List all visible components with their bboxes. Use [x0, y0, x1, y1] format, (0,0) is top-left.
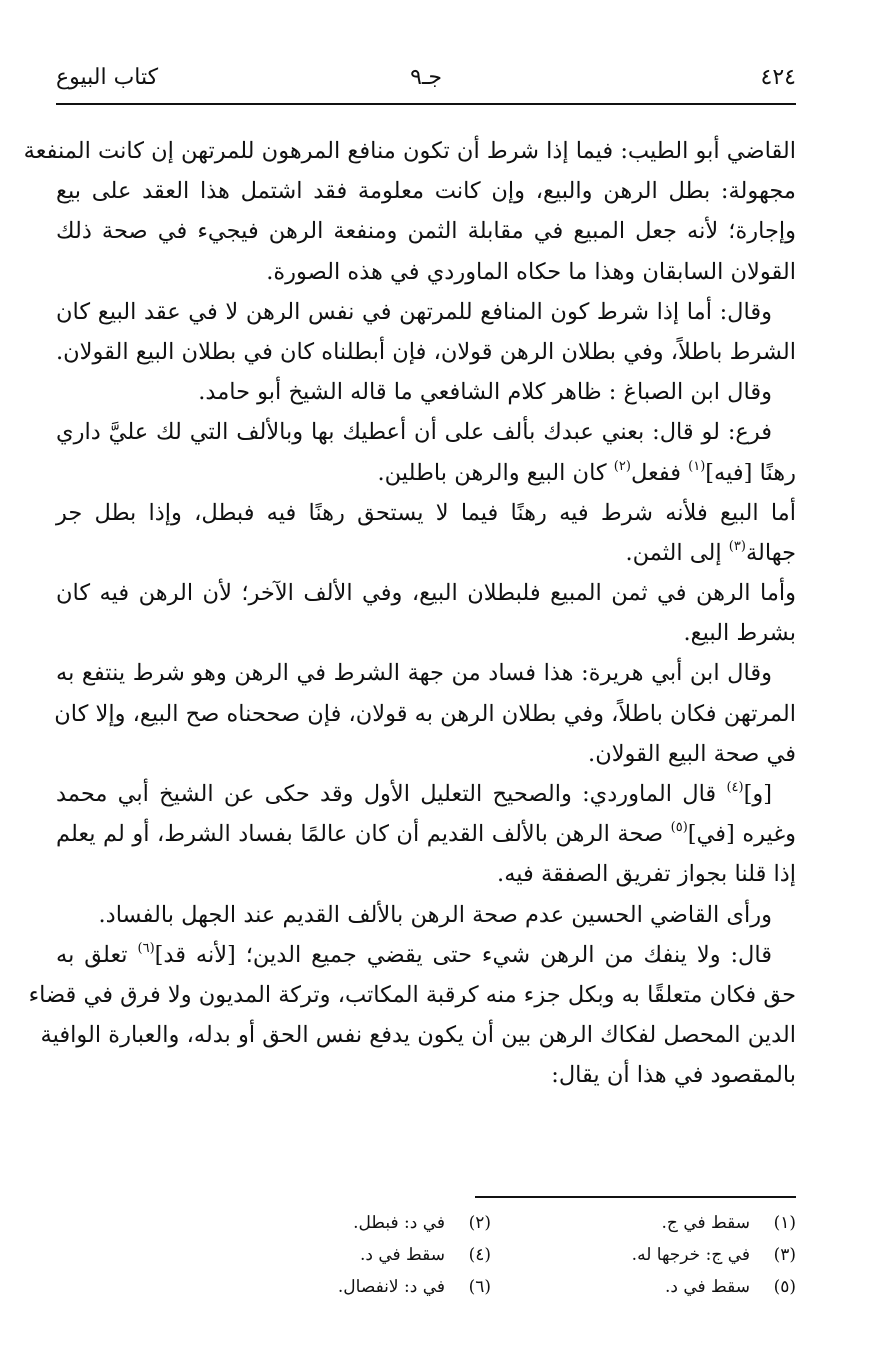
text-fragment: [فيه] — [705, 459, 753, 486]
footnote-item — [516, 1240, 796, 1270]
footnote-text: في ج: خرجها له. — [631, 1245, 750, 1265]
text-line: وقال ابن الصباغ : ظاهر كلام الشافعي ما قاله الشيخ أبو حامد. — [198, 379, 772, 406]
text-fragment: [في] — [687, 821, 735, 848]
footnote-mark: (١) — [688, 458, 706, 474]
book-title: كتاب البيوع — [56, 64, 159, 90]
footnote-number: (٣) — [773, 1245, 796, 1265]
text-line: وقال: أما إذا شرط كون المنافع للمرتهن في نفس الرهن لا في عقد البيع كان — [56, 298, 772, 325]
page-number: ٤٢٤ — [760, 64, 796, 90]
footnote-mark: (٥) — [670, 820, 688, 836]
text-line — [56, 453, 796, 493]
running-head — [56, 60, 796, 94]
text-line: المرتهن فكان باطلاً، وفي بطلان الرهن به قولان، فإن صححناه صح البيع، وإلا كان — [54, 700, 796, 727]
text-fragment: قال: ولا ينفك من الرهن شيء حتى يقضي جميع الدين؛ — [245, 941, 773, 968]
text-line: القولان السابقان وهذا ما حكاه الماوردي في هذه الصورة. — [266, 258, 796, 285]
text-line: إذا قلنا بجواز تفريق الصفقة فيه. — [497, 861, 796, 888]
footnote-item — [211, 1272, 491, 1302]
volume-number: جـ٩ — [410, 64, 442, 90]
text-fragment: وغيره — [742, 821, 796, 848]
text-line: أما البيع فلأنه شرط فيه رهنًا فيما لا يستحق رهنًا فيه فبطل، وإذا بطل جر — [56, 499, 796, 526]
text-fragment: جهالة — [745, 539, 796, 566]
footnote-item — [516, 1208, 796, 1238]
footnote-mark: (٢) — [613, 458, 631, 474]
text-fragment: قال الماوردي: والصحيح التعليل الأول وقد حكى عن الشيخ أبي محمد — [56, 781, 717, 807]
footnote-number: (١) — [773, 1213, 796, 1233]
text-line: بشرط البيع. — [683, 620, 796, 647]
footnote-mark: (٣) — [728, 538, 746, 554]
text-line — [56, 533, 796, 573]
text-fragment: رهنًا — [759, 459, 796, 486]
text-fragment: إلى الثمن. — [625, 539, 722, 566]
text-line — [56, 774, 796, 814]
main-text — [23, 131, 796, 1096]
footnote-text: في د: فبطل. — [353, 1213, 445, 1233]
text-line: حق فكان متعلقًا به وبكل جزء منه كرقبة المكاتب، وتركة المديون ولا فرق في قضاء — [28, 981, 796, 1008]
footnote-text: سقط في د. — [664, 1277, 750, 1297]
text-fragment: كان البيع والرهن باطلين. — [377, 459, 607, 486]
footnote-number: (٢) — [468, 1213, 491, 1233]
text-line: ورأى القاضي الحسين عدم صحة الرهن بالألف القديم عند الجهل بالفساد. — [98, 901, 772, 928]
footnote-number: (٤) — [468, 1245, 491, 1265]
text-fragment: [و] — [743, 781, 772, 807]
text-fragment: [لأنه قد] — [154, 941, 236, 968]
footnote-item — [516, 1272, 796, 1302]
footnote-item — [211, 1208, 491, 1238]
text-fragment: تعلق به — [56, 941, 128, 968]
footnotes — [230, 1208, 796, 1308]
text-line: مجهولة: بطل الرهن والبيع، وإن كانت معلومة فقد اشتمل هذا العقد على بيع — [56, 178, 796, 205]
text-line: فرع: لو قال: بعني عبدك بألف على أن أعطيك بها وبالألف التي لك عليَّ داري — [56, 419, 772, 446]
header-divider — [56, 103, 796, 105]
footnote-item — [211, 1240, 491, 1270]
text-line: في صحة البيع القولان. — [588, 740, 796, 767]
text-line: بالمقصود في هذا أن يقال: — [551, 1062, 796, 1089]
text-line: الدين المحصل لفكاك الرهن بين أن يكون يدفع نفس الحق أو بدله، والعبارة الوافية — [40, 1022, 796, 1049]
footnote-number: (٥) — [773, 1277, 796, 1297]
text-line: وأما الرهن في ثمن المبيع فلبطلان البيع، وفي الألف الآخر؛ لأن الرهن فيه كان — [56, 580, 796, 607]
text-line: الشرط باطلاً، وفي بطلان الرهن قولان، فإن أبطلناه كان في بطلان البيع القولان. — [55, 338, 796, 365]
footnote-text: سقط في ج. — [661, 1213, 750, 1233]
text-line: وقال ابن أبي هريرة: هذا فساد من جهة الشرط في الرهن وهو شرط ينتفع به — [56, 660, 772, 687]
footnote-text: سقط في د. — [359, 1245, 445, 1265]
text-line — [56, 814, 796, 854]
text-line — [56, 935, 796, 975]
footnote-text: في د: لانفصال. — [337, 1277, 445, 1297]
footnote-mark: (٦) — [137, 940, 155, 956]
text-line: القاضي أبو الطيب: فيما إذا شرط أن تكون منافع المرهون للمرتهن إن كانت المنفعة — [23, 138, 796, 164]
footnote-divider — [475, 1196, 796, 1198]
text-fragment: ففعل — [630, 459, 681, 486]
text-fragment: صحة الرهن بالألف القديم أن كان عالمًا بفساد الشرط، أو لم يعلم — [56, 821, 664, 848]
text-line: وإجارة؛ لأنه جعل المبيع في مقابلة الثمن ومنفعة الرهن فيجيء في صحة ذلك — [56, 218, 796, 245]
footnote-number: (٦) — [468, 1277, 491, 1297]
footnote-mark: (٤) — [726, 780, 744, 795]
